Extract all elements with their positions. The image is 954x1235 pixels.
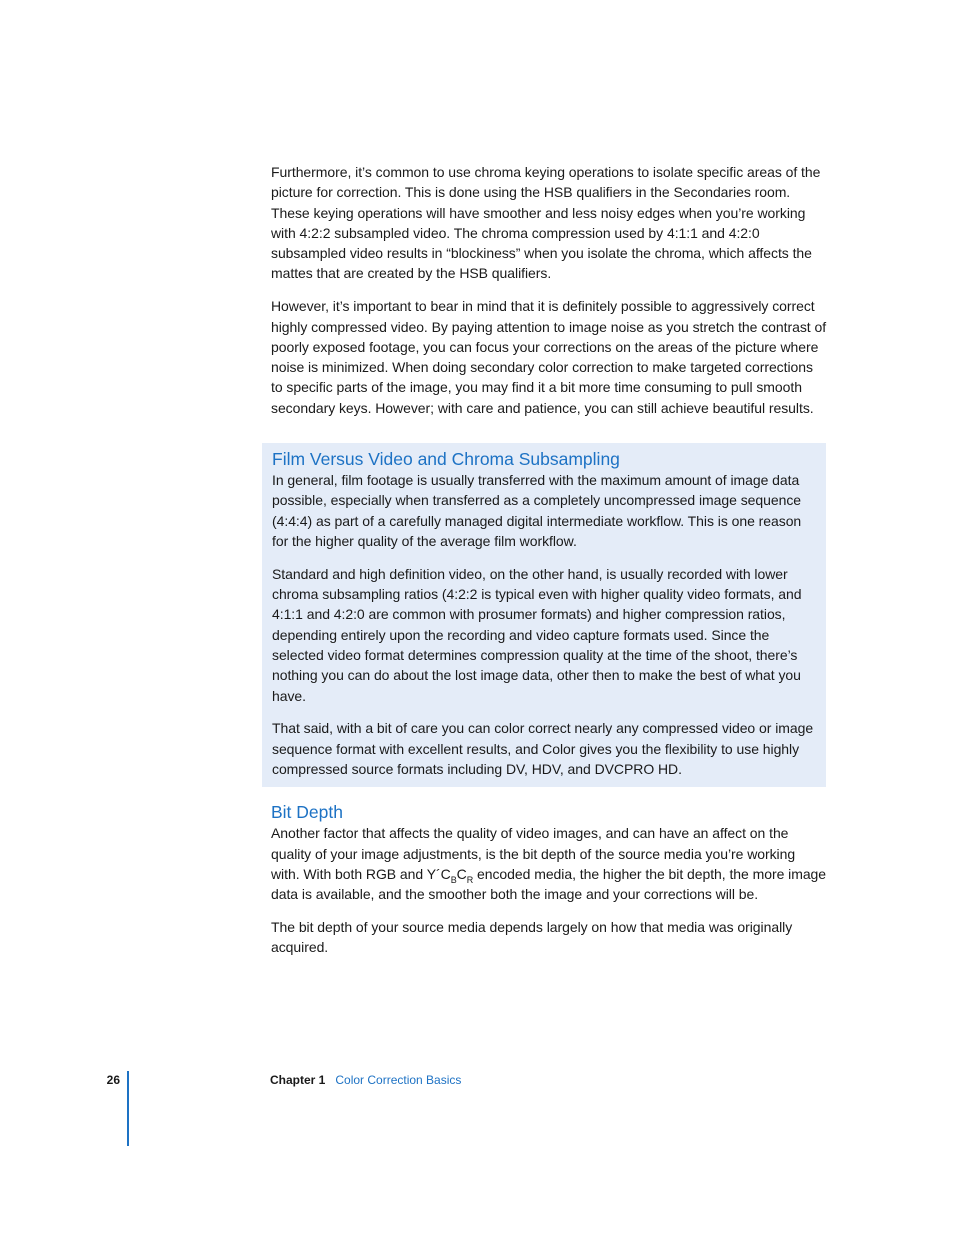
- bit-depth-text-start: Another factor that affects the quality of video images, and can have an affect on the quality of your image adjustments, is the bit depth of the source media you’re working with. With both RGB and Y´C: [271, 825, 796, 882]
- intro-paragraph-1: Furthermore, it’s common to use chroma keying operations to isolate specific areas of the picture for correction. This is done using the HSB qualifiers in the Secondaries room. These keying operations will have smoother and less noisy edges when you’re working with 4:2:2 subsampled video. The chroma compression used by 4:1:1 and 4:2:0 subsampled video results in “blockiness” when you isolate the chroma, which affects the mattes that are created by the HSB qualifiers.: [271, 164, 821, 282]
- film-vs-video-sidebar: [262, 443, 826, 787]
- bit-depth-paragraph-2: The bit depth of your source media depends largely on how that media was originally acquired.: [271, 918, 793, 956]
- page-content: [271, 162, 827, 970]
- subscript-b: B: [450, 874, 457, 885]
- subscript-r: R: [466, 874, 474, 885]
- bit-depth-paragraph-1: [271, 823, 827, 904]
- chapter-label: Chapter 1: [270, 1073, 326, 1087]
- intro-paragraph-2: However, it’s important to bear in mind that it is definitely possible to aggressively correct highly compressed video. By paying attention to image noise as you stretch the contrast of poorly exposed footage, you can focus your corrections on the areas of the picture where noise is minimized. When doing secondary color correction to make targeted corrections to specific parts of the image, you may find it a bit more time consuming to pull smooth secondary keys. However; with care and patience, you can still achieve beautiful results.: [271, 298, 827, 416]
- sidebar-paragraph-3: That said, with a bit of care you can color correct nearly any compressed video or image sequence format with excellent results, and Color gives you the flexibility to use highly compressed source formats including DV, HDV, and DVCPRO HD.: [272, 720, 814, 777]
- sidebar-paragraph-1: In general, film footage is usually transferred with the maximum amount of image data possible, especially when transferred as a completely uncompressed image sequence (4:4:4) as part of a carefully managed digital intermediate workflow. This is one reason for the higher quality of the average film workflow.: [272, 472, 802, 549]
- chapter-title-link[interactable]: Color Correction Basics: [335, 1073, 462, 1087]
- bit-depth-section: [271, 801, 827, 957]
- bit-depth-text-c: C: [456, 865, 467, 882]
- bit-depth-text-end: encoded media, the higher the bit depth, the more image data is available, and the smoother both the image and your corrections will be.: [271, 865, 827, 903]
- sidebar-paragraph-2: Standard and high definition video, on the other hand, is usually recorded with lower chroma subsampling ratios (4:2:2 is typical even with higher quality video formats, and 4:1:1 and 4:2:0 are common with prosumer formats) and higher compression ratios, depending entirely upon the recording and video capture formats used. Since the selected video format determines compression quality at the time of the shoot, there’s nothing you can do about the lost image data, other then to make the best of what you have.: [272, 565, 802, 704]
- footer-chapter: [270, 1073, 461, 1087]
- sidebar-heading: Film Versus Video and Chroma Subsampling: [272, 449, 620, 470]
- bit-depth-heading: Bit Depth: [271, 802, 343, 823]
- footer-divider: [127, 1071, 129, 1146]
- page-number: 26: [106, 1073, 120, 1087]
